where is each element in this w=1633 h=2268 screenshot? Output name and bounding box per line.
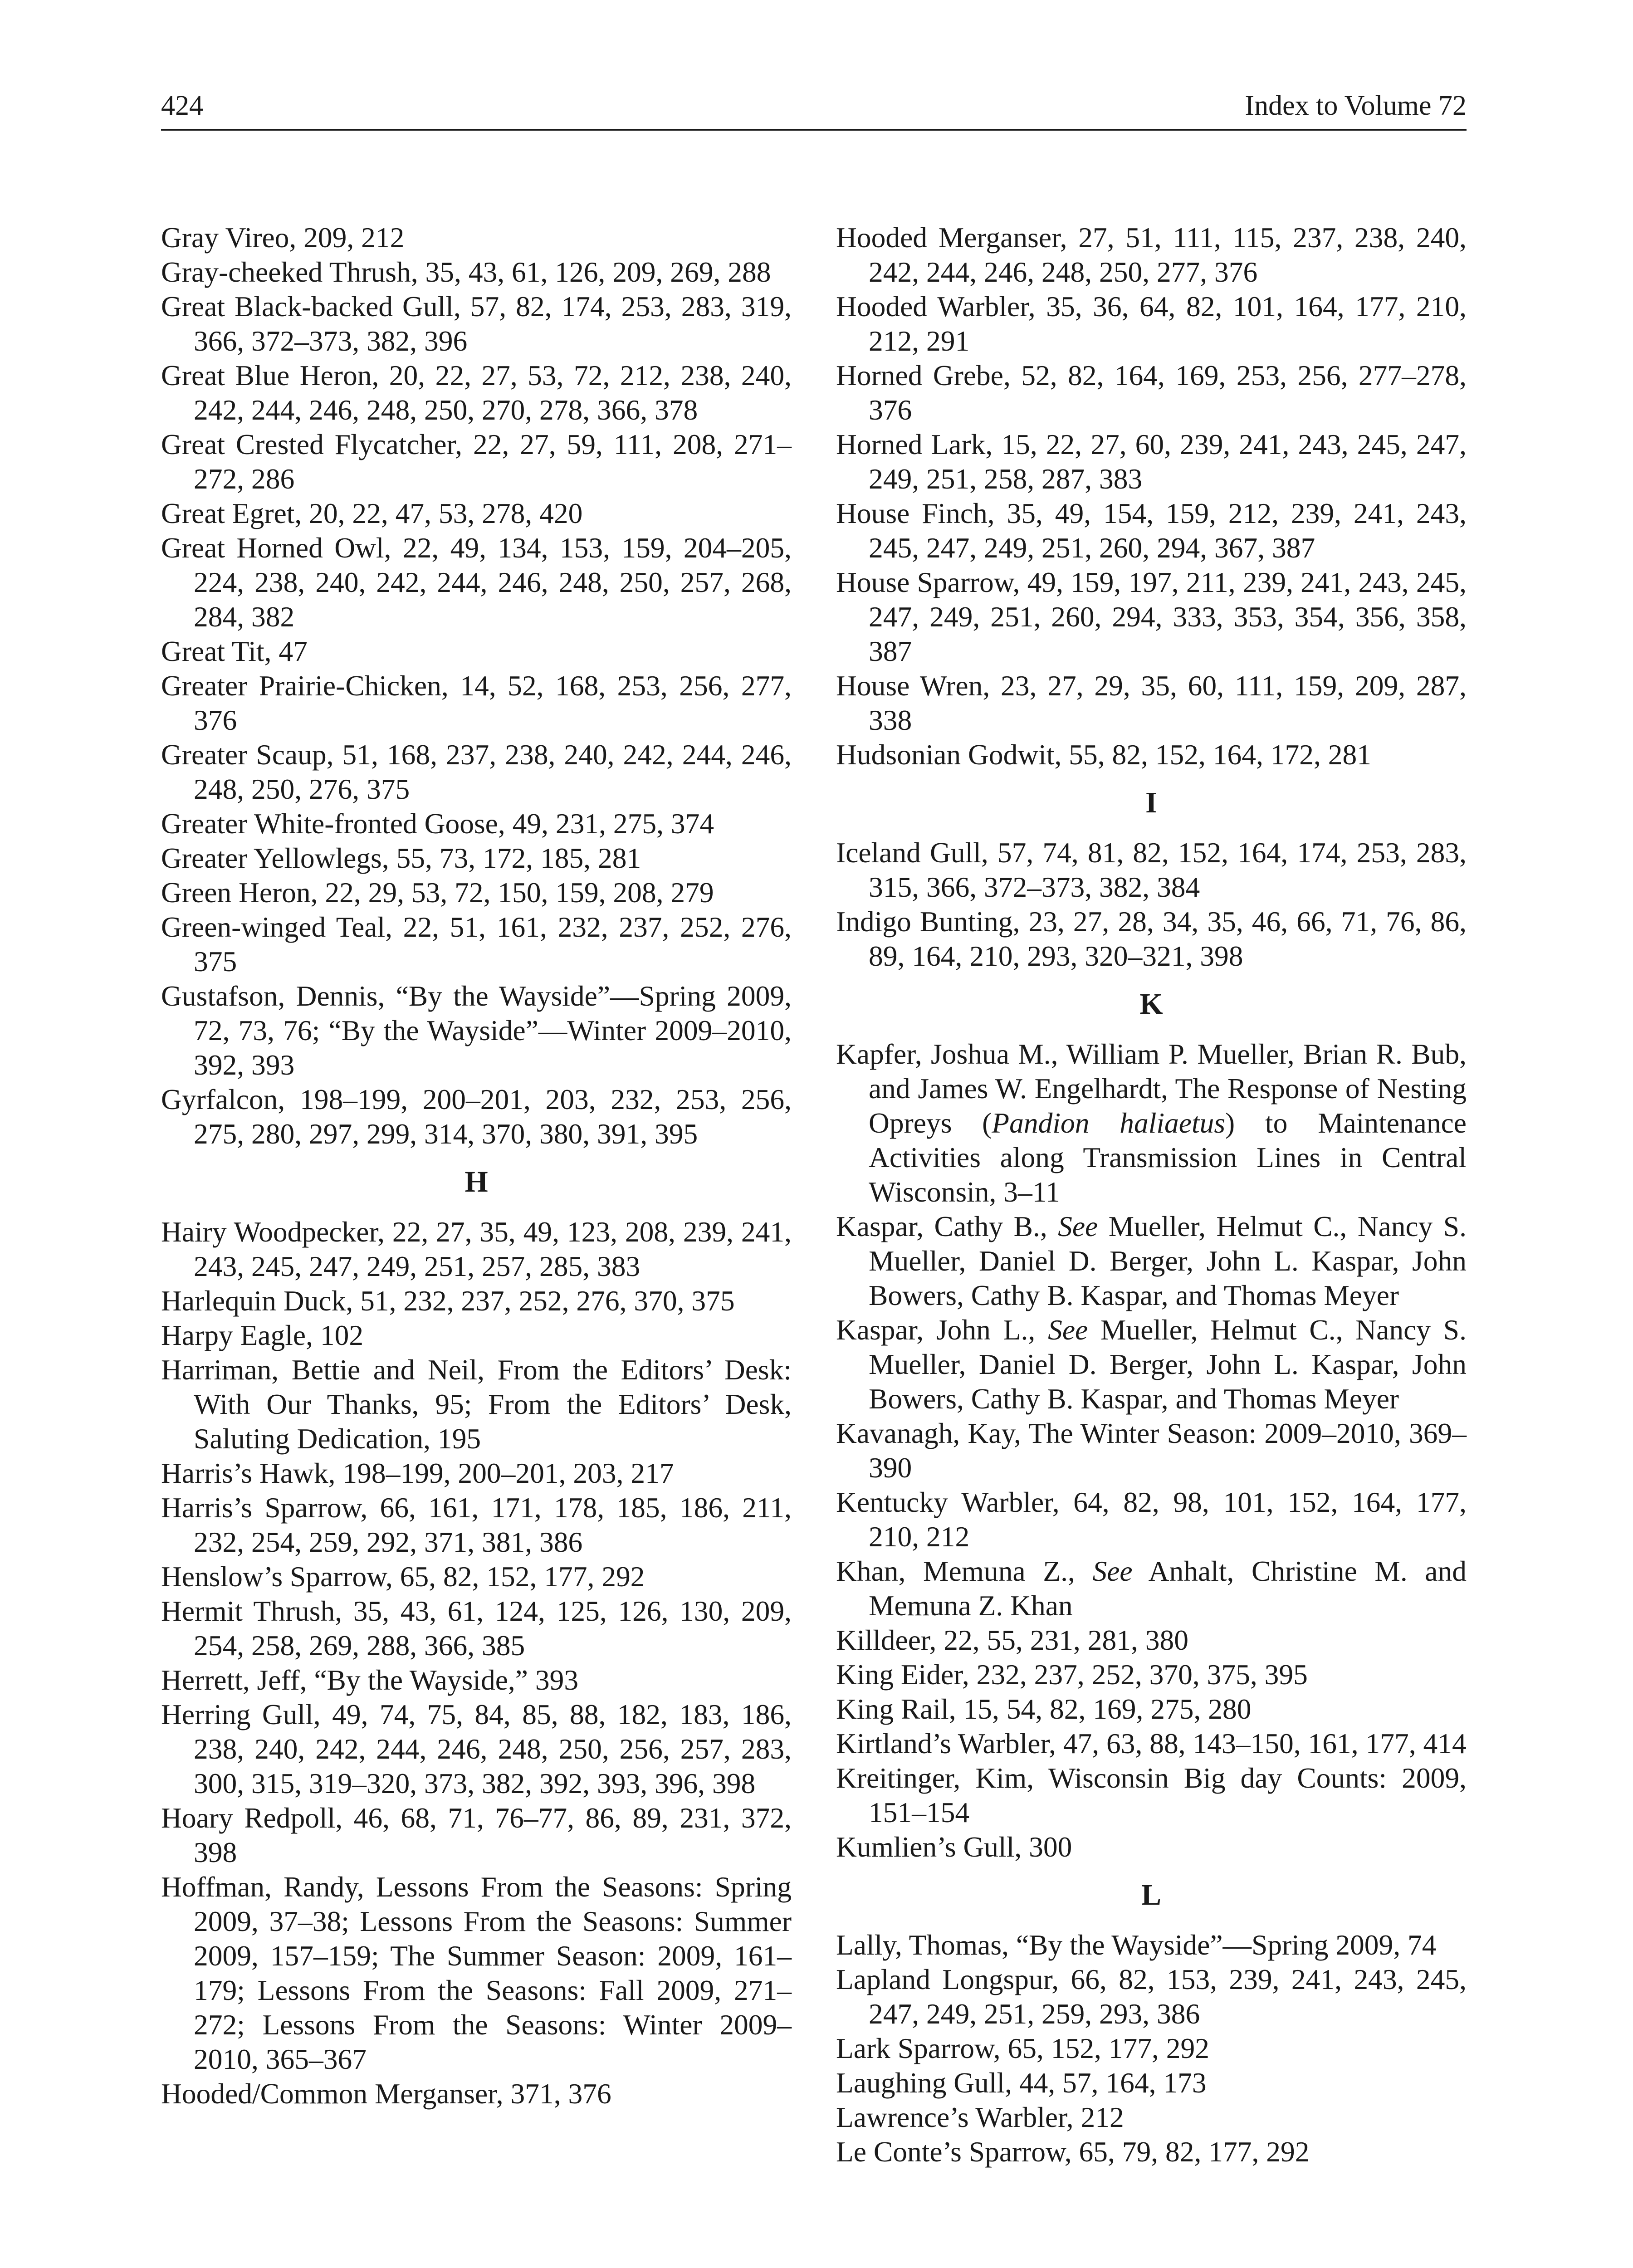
index-entry: Killdeer, 22, 55, 231, 281, 380 xyxy=(836,1624,1189,1656)
index-entry: Hooded Merganser, 27, 51, 111, 115, 237, 238, 240, 242, 244, 246, 248, 250, 277, 376 xyxy=(836,221,1467,288)
section-letter: K xyxy=(1139,987,1163,1021)
index-entry: House Wren, 23, 27, 29, 35, 60, 111, 159, 209, 287, 338 xyxy=(836,670,1467,736)
index-entry: House Sparrow, 49, 159, 197, 211, 239, 241, 243, 245, 247, 249, 251, 260, 294, 333, 353, 354, 356, 358, 387 xyxy=(836,566,1467,667)
section-letter: H xyxy=(464,1165,488,1198)
running-title: Index to Volume 72 xyxy=(1245,90,1467,121)
index-entry: Indigo Bunting, 23, 27, 28, 34, 35, 46, 66, 71, 76, 86, 89, 164, 210, 293, 320–321, 398 xyxy=(836,905,1467,972)
index-entry: Hooded Warbler, 35, 36, 64, 82, 101, 164, 177, 210, 212, 291 xyxy=(836,290,1467,357)
index-entry: Great Tit, 47 xyxy=(161,635,308,667)
index-entry: Lawrence’s Warbler, 212 xyxy=(836,2101,1124,2133)
index-entry: Khan, Memuna Z., See Anhalt, Christine M. and Memuna Z. Khan xyxy=(836,1555,1467,1622)
index-entry: Greater Prairie-Chicken, 14, 52, 168, 253, 256, 277, 376 xyxy=(161,670,792,736)
index-entry: Green-winged Teal, 22, 51, 161, 232, 237, 252, 276, 375 xyxy=(161,911,792,978)
page-number: 424 xyxy=(161,90,203,121)
index-entry: Lapland Longspur, 66, 82, 153, 239, 241, 243, 245, 247, 249, 251, 259, 293, 386 xyxy=(836,1963,1467,2030)
index-entry: Laughing Gull, 44, 57, 164, 173 xyxy=(836,2067,1207,2099)
index-entry: Kavanagh, Kay, The Winter Season: 2009–2010, 369–390 xyxy=(836,1417,1467,1484)
index-entry: House Finch, 35, 49, 154, 159, 212, 239, 241, 243, 245, 247, 249, 251, 260, 294, 367, 387 xyxy=(836,497,1467,564)
index-entry: Harriman, Bettie and Neil, From the Editors’ Desk: With Our Thanks, 95; From the Editors’ Desk, Saluting Dedication, 195 xyxy=(161,1354,792,1455)
index-entry: Greater Yellowlegs, 55, 73, 172, 185, 281 xyxy=(161,842,641,874)
index-entry: Iceland Gull, 57, 74, 81, 82, 152, 164, 174, 253, 283, 315, 366, 372–373, 382, 384 xyxy=(836,836,1467,903)
index-entry: Kaspar, Cathy B., See Mueller, Helmut C., Nancy S. Mueller, Daniel D. Berger, John L. Kaspar, John Bowers, Cathy B. Kaspar, and Thomas Meyer xyxy=(836,1210,1467,1311)
index-entry: King Rail, 15, 54, 82, 169, 275, 280 xyxy=(836,1693,1252,1725)
section-letter: I xyxy=(1145,786,1157,819)
index-entry: Harlequin Duck, 51, 232, 237, 252, 276, 370, 375 xyxy=(161,1285,735,1317)
index-entry: Green Heron, 22, 29, 53, 72, 150, 159, 208, 279 xyxy=(161,876,714,909)
index-entry: Lark Sparrow, 65, 152, 177, 292 xyxy=(836,2032,1210,2064)
index-entry: Hermit Thrush, 35, 43, 61, 124, 125, 126, 130, 209, 254, 258, 269, 288, 366, 385 xyxy=(161,1595,792,1662)
running-header xyxy=(161,85,1467,131)
index-entry: Le Conte’s Sparrow, 65, 79, 82, 177, 292 xyxy=(836,2136,1310,2168)
index-entry: Hoary Redpoll, 46, 68, 71, 76–77, 86, 89, 231, 372, 398 xyxy=(161,1802,792,1868)
index-entry: Kirtland’s Warbler, 47, 63, 88, 143–150, 161, 177, 414 xyxy=(836,1727,1467,1760)
index-entry: Kreitinger, Kim, Wisconsin Big day Counts: 2009, 151–154 xyxy=(836,1762,1467,1828)
index-entry: Harris’s Hawk, 198–199, 200–201, 203, 217 xyxy=(161,1457,674,1489)
index-entry: Great Egret, 20, 22, 47, 53, 278, 420 xyxy=(161,497,583,529)
index-entry: Lally, Thomas, “By the Wayside”—Spring 2009, 74 xyxy=(836,1929,1437,1961)
index-entry: Henslow’s Sparrow, 65, 82, 152, 177, 292 xyxy=(161,1560,645,1593)
index-entry: Great Crested Flycatcher, 22, 27, 59, 111, 208, 271–272, 286 xyxy=(161,428,792,495)
index-entry: Hudsonian Godwit, 55, 82, 152, 164, 172, 281 xyxy=(836,738,1372,771)
index-entry: Harris’s Sparrow, 66, 161, 171, 178, 185, 186, 211, 232, 254, 259, 292, 371, 381, 386 xyxy=(161,1491,792,1558)
index-entry: Greater White-fronted Goose, 49, 231, 275, 374 xyxy=(161,807,714,840)
index-column-right xyxy=(836,220,1467,2169)
index-entry: Herrett, Jeff, “By the Wayside,” 393 xyxy=(161,1664,579,1696)
index-entry: Kumlien’s Gull, 300 xyxy=(836,1831,1072,1863)
index-entry: Great Horned Owl, 22, 49, 134, 153, 159, 204–205, 224, 238, 240, 242, 244, 246, 248, 250, 257, 268, 284, 382 xyxy=(161,532,792,633)
index-entry: Great Blue Heron, 20, 22, 27, 53, 72, 212, 238, 240, 242, 244, 246, 248, 250, 270, 278, 366, 378 xyxy=(161,359,792,426)
index-entry: Great Black-backed Gull, 57, 82, 174, 253, 283, 319, 366, 372–373, 382, 396 xyxy=(161,290,792,357)
index-entry: Kentucky Warbler, 64, 82, 98, 101, 152, 164, 177, 210, 212 xyxy=(836,1486,1467,1553)
index-entry: Gyrfalcon, 198–199, 200–201, 203, 232, 253, 256, 275, 280, 297, 299, 314, 370, 380, 391, 395 xyxy=(161,1083,792,1150)
index-entry: Hooded/Common Merganser, 371, 376 xyxy=(161,2077,611,2110)
index-entry: Gustafson, Dennis, “By the Wayside”—Spring 2009, 72, 73, 76; “By the Wayside”—Winter 2009–2010, 392, 393 xyxy=(161,980,792,1081)
index-entry: Horned Grebe, 52, 82, 164, 169, 253, 256, 277–278, 376 xyxy=(836,359,1467,426)
index-entry: Kaspar, John L., See Mueller, Helmut C., Nancy S. Mueller, Daniel D. Berger, John L. Kaspar, John Bowers, Cathy B. Kaspar, and Thomas Meyer xyxy=(836,1314,1467,1415)
index-entry: Gray-cheeked Thrush, 35, 43, 61, 126, 209, 269, 288 xyxy=(161,256,771,288)
index-entry: Harpy Eagle, 102 xyxy=(161,1319,364,1351)
index-entry: Hairy Woodpecker, 22, 27, 35, 49, 123, 208, 239, 241, 243, 245, 247, 249, 251, 257, 285, 383 xyxy=(161,1216,792,1282)
index-entry: Horned Lark, 15, 22, 27, 60, 239, 241, 243, 245, 247, 249, 251, 258, 287, 383 xyxy=(836,428,1467,495)
index-column-left xyxy=(161,220,792,2111)
index-entry: Kapfer, Joshua M., William P. Mueller, Brian R. Bub, and James W. Engelhardt, The Response of Nesting Opreys (Pandion haliaetus) to Maintenance Activities along Transmission Lines in Central Wisconsin, 3–11 xyxy=(836,1038,1467,1208)
index-entry: Gray Vireo, 209, 212 xyxy=(161,221,405,254)
index-entry: Herring Gull, 49, 74, 75, 84, 85, 88, 182, 183, 186, 238, 240, 242, 244, 246, 248, 250, 256, 257, 283, 300, 315, 319–320, 373, 382, 392, 393, 396, 398 xyxy=(161,1698,792,1799)
index-entry: Greater Scaup, 51, 168, 237, 238, 240, 242, 244, 246, 248, 250, 276, 375 xyxy=(161,738,792,805)
section-letter: L xyxy=(1141,1878,1162,1911)
index-entry: King Eider, 232, 237, 252, 370, 375, 395 xyxy=(836,1658,1308,1691)
index-entry: Hoffman, Randy, Lessons From the Seasons: Spring 2009, 37–38; Lessons From the Seasons: Summer 2009, 157–159; The Summer Season: 2009, 161–179; Lessons From the Seasons: Fall 2009, 271–272; Lessons From the Seasons: Winter 2009–2010, 365–367 xyxy=(161,1871,792,2075)
